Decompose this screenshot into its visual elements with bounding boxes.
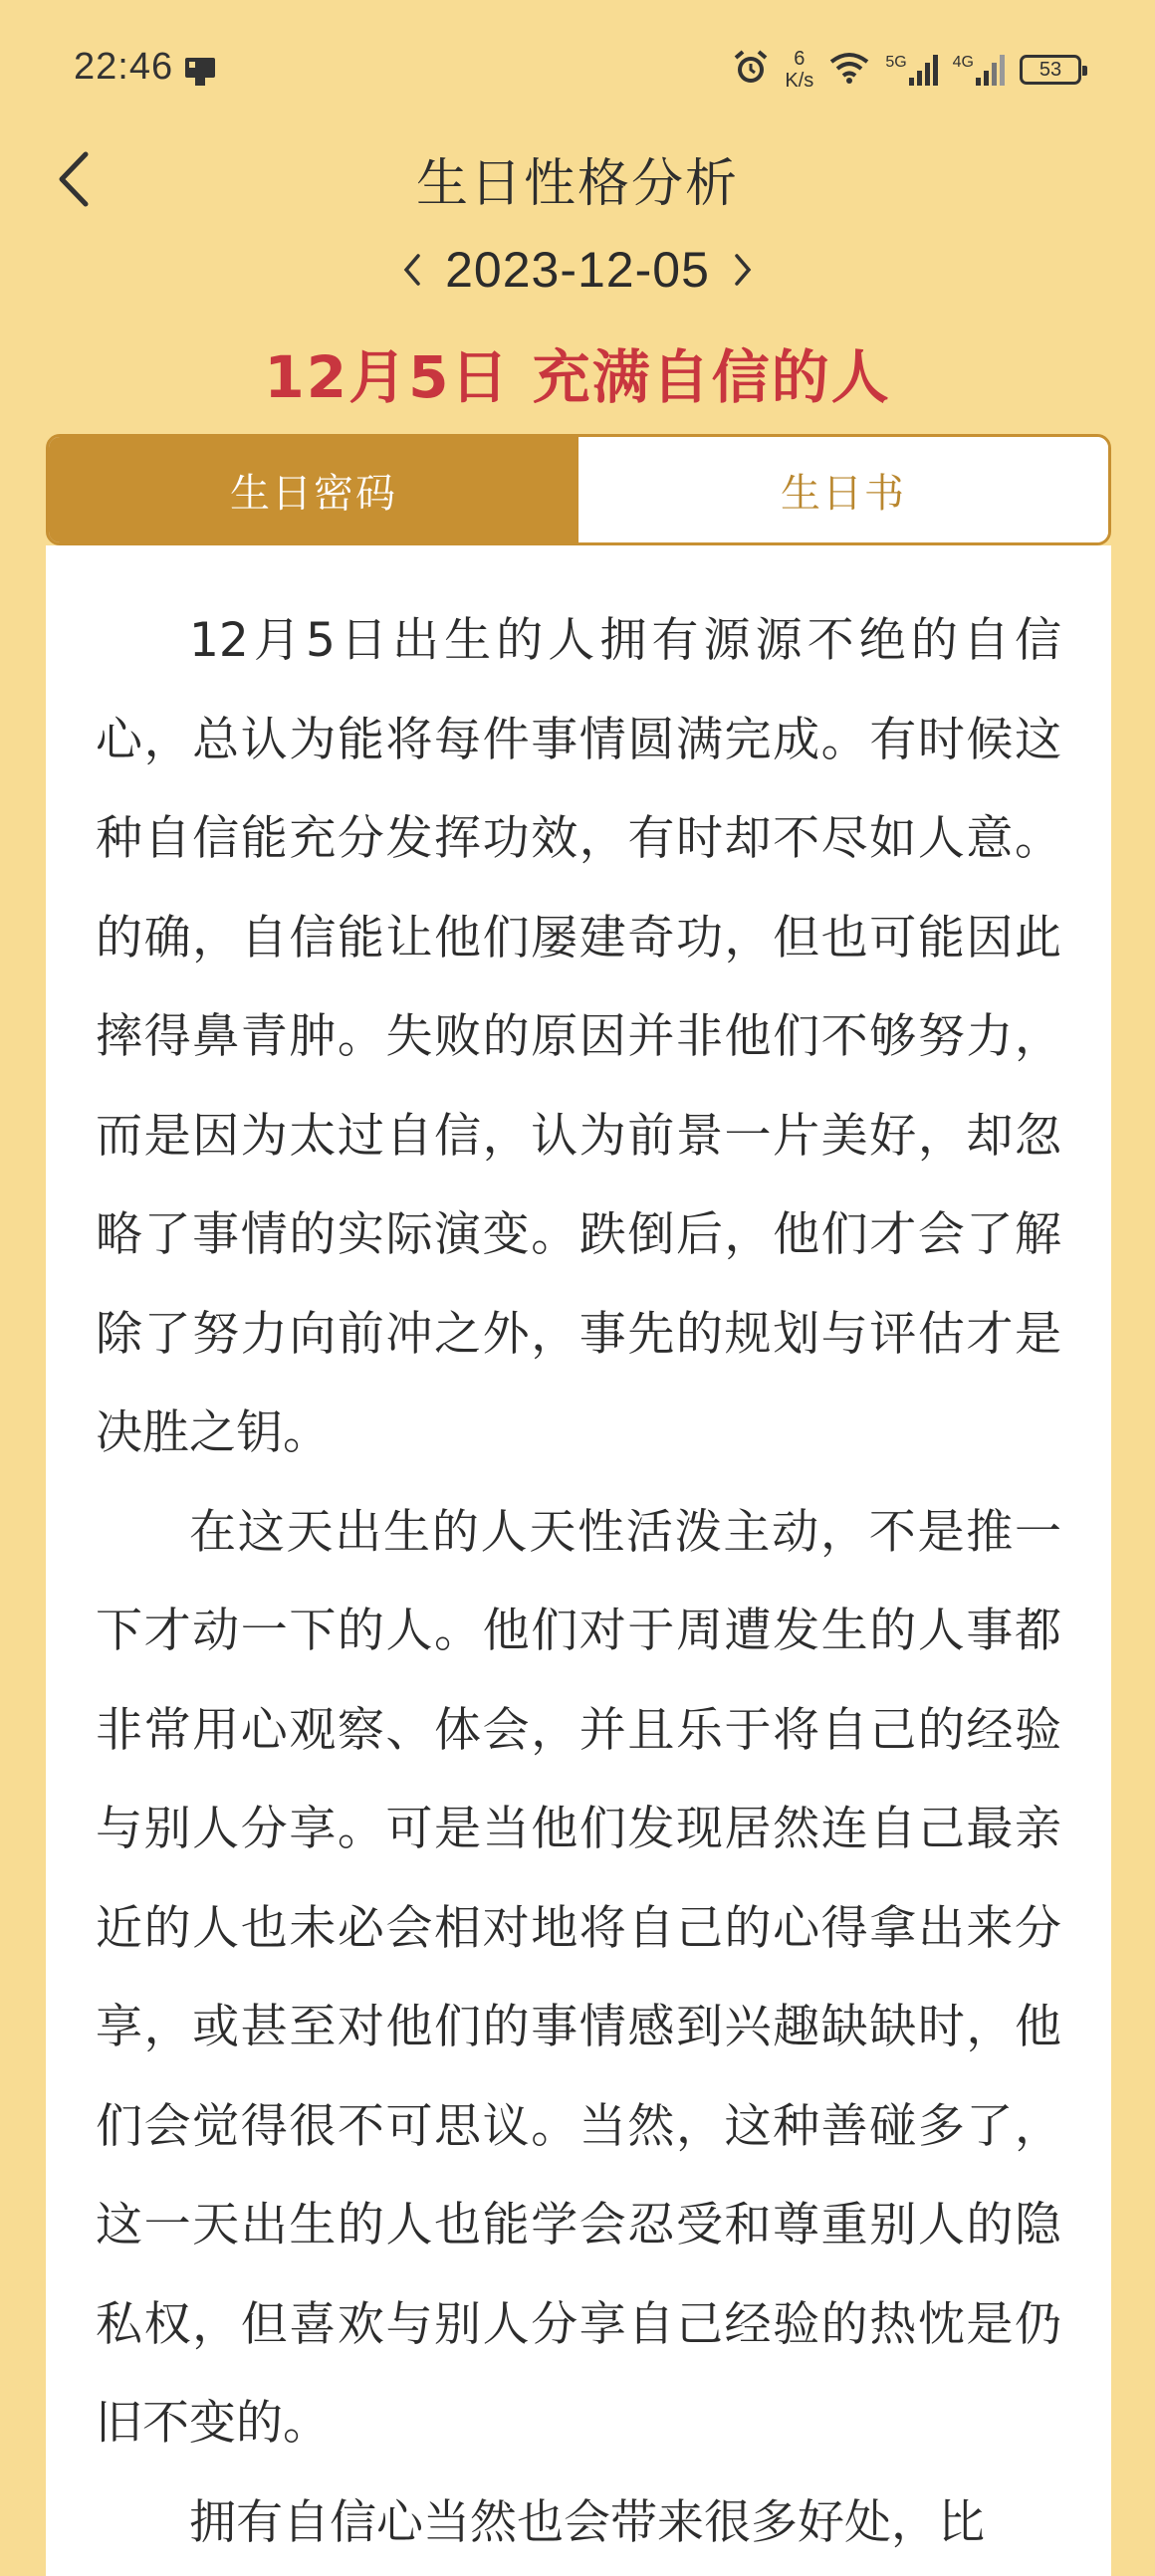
article-paragraph: 12月5日出生的人拥有源源不绝的自信心，总认为能将每件事情圆满完成。有时候这种自信能充分发挥功效，有时却不尽如人意。的确，自信能让他们屡建奇功，但也可能因此摔得鼻青肿。失败的原因并非他们不够努力，而是因为太过自信，认为前景一片美好，却忽略了事情的实际演变。跌倒后，他们才会了解除了努力向前冲之外，事先的规划与评估才是决胜之钥。 [96, 613, 1061, 1460]
status-bar [0, 0, 1155, 139]
nav-bar [0, 129, 1155, 229]
notification-icon [183, 56, 217, 88]
battery-indicator [1020, 55, 1081, 85]
signal-5g-label: 5G [885, 54, 907, 71]
headline: 12月5日 充满自信的人 [264, 343, 891, 411]
article-paragraph: 拥有自信心当然也会带来很多好处，比 [189, 2494, 985, 2550]
wifi-icon [827, 50, 871, 90]
tab-bar [46, 434, 1111, 545]
article-body [46, 545, 1111, 2572]
status-time: 22:46 [74, 46, 174, 88]
tab-birthday-book[interactable]: 生日书 [578, 437, 1108, 542]
signal-4g-label: 4G [952, 54, 974, 71]
current-date[interactable]: 2023-12-05 [445, 242, 710, 298]
network-speed-value: 6 [794, 48, 806, 70]
signal-5g-icon [885, 54, 938, 86]
date-navigator [0, 235, 1155, 305]
battery-level: 53 [1039, 58, 1062, 81]
status-icons [731, 40, 1081, 100]
page-title: 生日性格分析 [415, 154, 739, 214]
content-card [46, 545, 1111, 2576]
network-speed-unit: K/s [785, 70, 814, 92]
article-paragraph: 在这天出生的人天性活泼主动，不是推一下才动一下的人。他们对于周遭发生的人事都非常用心观察、体会，并且乐于将自己的经验与别人分享。可是当他们发现居然连自己最亲近的人也未必会相对地将自己的心得拿出来分享，或甚至对他们的事情感到兴趣缺缺时，他们会觉得很不可思议。当然，这种善碰多了，这一天出生的人也能学会忍受和尊重别人的隐私权，但喜欢与别人分享自己经验的热忱是仍旧不变的。 [96, 1504, 1061, 2451]
alarm-icon [731, 48, 771, 92]
tab-birthday-code[interactable]: 生日密码 [49, 437, 578, 542]
next-date-button[interactable] [728, 245, 758, 295]
chevron-left-icon [401, 252, 423, 288]
signal-4g-icon [953, 54, 1006, 86]
prev-date-button[interactable] [397, 245, 427, 295]
network-speed [785, 48, 813, 92]
chevron-right-icon [732, 252, 754, 288]
